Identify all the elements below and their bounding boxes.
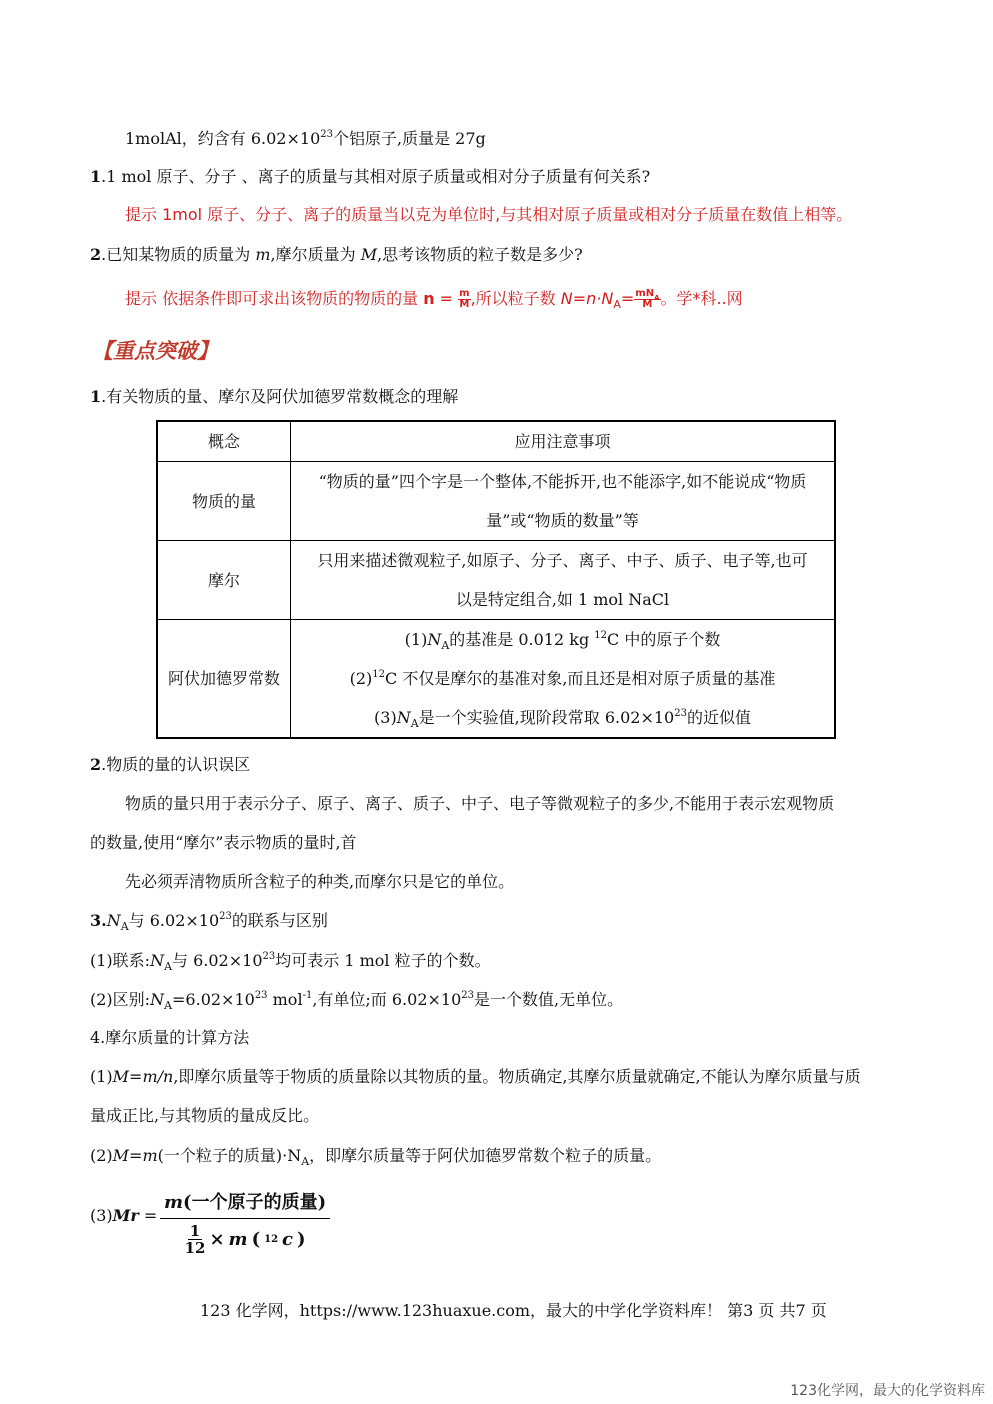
table-row [157, 462, 835, 541]
subsection-4-point-2: (2)M=m(一个粒子的质量)$\cdot N_A$，即摩尔质量等于阿伏加德罗常数个粒子的质量。 [90, 1146, 662, 1168]
hint-2: 提示 依据条件即可求出该物质的物质的量 n = $\frac{m}{M}$ ,所以粒子数 $N=n\cdot N_A=$ $\frac{mN_A}{M}$ 。学*科..网 [125, 288, 743, 311]
header-concept: 概念 [157, 421, 291, 462]
question-1: 1.1 mol 原子、分子 、离子的质量与其相对原子质量或相对分子质量有何关系? [90, 167, 651, 186]
table-row [157, 541, 835, 620]
subsection-4-title: 4.摩尔质量的计算方法 [90, 1028, 250, 1047]
paragraph-2-line1: 物质的量只用于表示分子、原子、离子、质子、中子、电子等微观粒子的多少,不能用于表示宏观物质 [125, 794, 835, 813]
table-header-row [157, 421, 835, 462]
page-footer: 123 化学网，https://www.123huaxue.com，最大的中学化学资料库！ 第3 页 共7 页 [200, 1301, 827, 1320]
relative-mass-formula: m(一个原子的质量) $\frac{1}{12}$ × m ( 12 c ) [160, 1188, 330, 1256]
paragraph-2-line3: 先必须弄清物质所含粒子的种类,而摩尔只是它的单位。 [125, 872, 515, 891]
paragraph-2-line2: 的数量,使用“摩尔”表示物质的量时,首 [90, 833, 357, 852]
subsection-4-point-1-line1: (1)M=m/n,即摩尔质量等于物质的质量除以其物质的量。物质确定,其摩尔质量就确定,不能认为摩尔质量与质 [90, 1067, 861, 1086]
subsection-4-point-1-line2: 量成正比,与其物质的量成反比。 [90, 1106, 320, 1125]
row-notes-amount: “物质的量”四个字是一个整体,不能拆开,也不能添字,如不能说成“物质 量”或“物质的数量”等 [291, 462, 836, 541]
row-concept-amount: 物质的量 [157, 462, 291, 541]
section-heading: 【重点突破】 [92, 339, 218, 363]
hint-1: 提示 1mol 原子、分子、离子的质量当以克为单位时,与其相对原子质量或相对分子质量在数值上相等。 [125, 205, 853, 224]
table-row [157, 620, 835, 739]
row-concept-avogadro: 阿伏加德罗常数 [157, 620, 291, 739]
subsection-3-title: $3.N_A$与 $6.02\times 10^{23}$的联系与区别 [90, 911, 328, 933]
header-notes: 应用注意事项 [291, 421, 836, 462]
watermark: 123化学网，最大的化学资料库 [790, 1383, 985, 1399]
row-notes-mole: 只用来描述微观粒子,如原子、分子、离子、中子、质子、电子等,也可 以是特定组合,如 1 mol NaCl [291, 541, 836, 620]
fraction-m-over-M: $\frac{m}{M}$ [459, 288, 470, 310]
subsection-2-title: 2.物质的量的认识误区 [90, 755, 251, 774]
subsection-4-point-3-label: (3)Mr = [90, 1206, 158, 1225]
row-concept-mole: 摩尔 [157, 541, 291, 620]
one-twelfth-fraction: $\frac{1}{12}$ [184, 1222, 206, 1257]
question-2: 2.已知某物质的质量为 m,摩尔质量为 M,思考该物质的粒子数是多少? [90, 245, 583, 264]
subsection-3-point-2: (2)区别$:N_A=6.02\times 10^{23}$ mol$^{-1}$,有单位;而 $6.02\times 10^{23}$是一个数值,无单位。 [90, 990, 624, 1012]
concept-table [156, 420, 836, 739]
row-notes-avogadro: $(1)N_A$的基准是 0.012 kg $^{12}$C 中的原子个数 $(2)^{12}C$ 不仅是摩尔的基准对象,而且还是相对原子质量的基准 $(3)N_A$是一个实验值,现阶段常取 $6.02\times 10^{23}$的近似值 [291, 620, 836, 739]
fraction-mNA-over-M: $\frac{mN_A}{M}$ [635, 288, 660, 310]
intro-line: 1molAl，约含有 $6.02\times 10^{23}$个铝原子,质量是 27g [125, 129, 486, 148]
subsection-3-point-1: (1)联系$:N_A$与 $6.02\times 10^{23}$均可表示 1 mol 粒子的个数。 [90, 951, 491, 973]
subsection-1-title: 1.有关物质的量、摩尔及阿伏加德罗常数概念的理解 [90, 387, 459, 406]
